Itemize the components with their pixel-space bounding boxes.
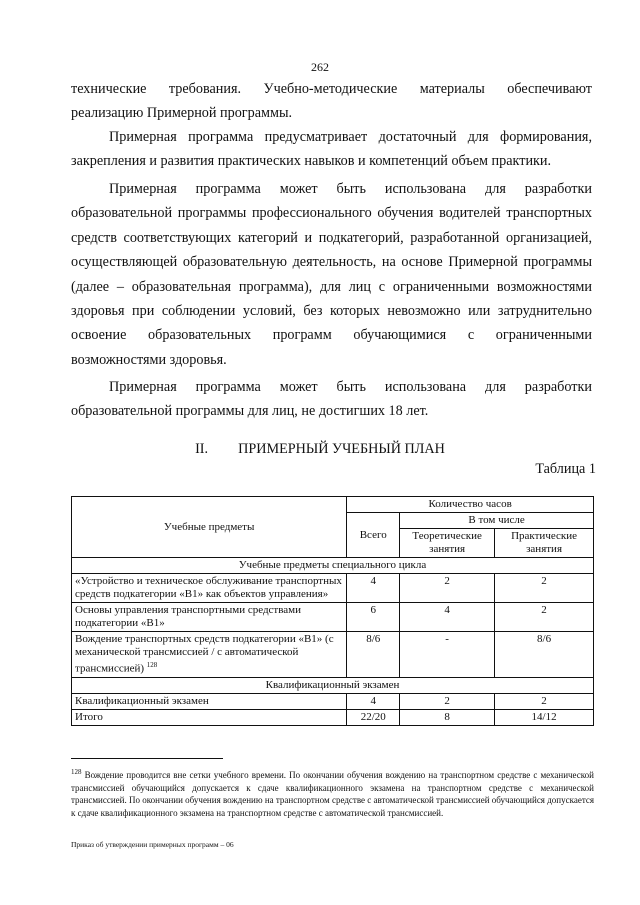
row-total: 4	[347, 693, 400, 709]
table-row	[72, 693, 594, 709]
footnote-number: 128	[71, 768, 82, 776]
footnote-ref: 128	[146, 661, 158, 669]
row-practice: 2	[495, 693, 594, 709]
row-name: Квалификационный экзамен	[72, 693, 347, 709]
table-total-row	[72, 709, 594, 725]
row-practice: 8/6	[495, 632, 594, 678]
row-practice: 2	[495, 603, 594, 632]
row-total: 4	[347, 574, 400, 603]
paragraph-1-text: технические требования. Учебно-методические материалы обеспечивают реализацию Примерной программы.	[71, 81, 592, 122]
header-subjects: Учебные предметы	[72, 497, 347, 558]
paragraph-3	[71, 177, 592, 372]
section-number: II.	[195, 441, 209, 457]
footnote	[71, 766, 594, 819]
section-heading	[0, 441, 640, 458]
paragraph-1	[71, 77, 592, 126]
row-name-cell	[72, 632, 347, 678]
header-theory: Теоретические занятия	[400, 529, 495, 558]
header-hours: Количество часов	[347, 497, 594, 513]
table-group-row	[72, 677, 594, 693]
paragraph-4-text: Примерная программа может быть использована для разработки образовательной программы для лиц, не достигших 18 лет.	[71, 379, 592, 420]
paragraph-4	[71, 375, 592, 424]
footnote-divider	[71, 758, 223, 759]
row-practice: 14/12	[495, 709, 594, 725]
footnote-text: Вождение проводится вне сетки учебного времени. По окончании обучения вождению на транспортном средстве с механической трансмиссией обучающийся допускается к сдаче квалификационного экзамена на транспортном средстве с механической трансмиссией. По окончании обучения вождению на транспортном средстве с автоматической трансмиссией обучающийся допускается к сдаче квалификационного экзамена на транспортном средстве с автоматической трансмиссией.	[71, 770, 594, 818]
header-practice: Практические занятия	[495, 529, 594, 558]
row-theory: 4	[400, 603, 495, 632]
table-group-row	[72, 558, 594, 574]
page-number: 262	[311, 60, 329, 74]
row-name: «Устройство и техническое обслуживание транспортных средств подкатегории «B1» как объектов управления»	[72, 574, 347, 603]
paragraph-3-text: Примерная программа может быть использована для разработки образовательной программы профессионального обучения водителей транспортных средств соответствующих категорий и подкатегорий, разработанной организацией, осуществляющей образовательную деятельность, на основе Примерной программы (далее – образовательная программа), для лиц с ограниченными возможностями здоровья при соблюдении условий, без которых невозможно или затруднительно освоение образовательных программ обучающимися с ограниченными возможностями здоровья.	[71, 181, 592, 368]
curriculum-table	[71, 496, 594, 726]
page-footer: Приказ об утверждении примерных программ – 06	[71, 840, 234, 849]
row-practice: 2	[495, 574, 594, 603]
row-total: 8/6	[347, 632, 400, 678]
row-name: Итого	[72, 709, 347, 725]
table-row	[72, 603, 594, 632]
group-special-cycle: Учебные предметы специального цикла	[72, 558, 594, 574]
table-row	[72, 574, 594, 603]
group-exam: Квалификационный экзамен	[72, 677, 594, 693]
row-name: Основы управления транспортными средствами подкатегории «B1»	[72, 603, 347, 632]
row-theory: 2	[400, 693, 495, 709]
table-label: Таблица 1	[535, 461, 596, 477]
paragraph-2-text: Примерная программа предусматривает достаточный для формирования, закрепления и развития практических навыков и компетенций объем практики.	[71, 129, 592, 170]
row-theory: 8	[400, 709, 495, 725]
paragraph-2	[71, 125, 592, 174]
row-theory: -	[400, 632, 495, 678]
table-header-row	[72, 497, 594, 513]
section-title: ПРИМЕРНЫЙ УЧЕБНЫЙ ПЛАН	[238, 441, 445, 457]
header-total: Всего	[347, 513, 400, 558]
row-total: 6	[347, 603, 400, 632]
row-total: 22/20	[347, 709, 400, 725]
row-name: Вождение транспортных средств подкатегории «B1» (с механической трансмиссией / с автоматической трансмиссией)	[75, 633, 334, 675]
row-theory: 2	[400, 574, 495, 603]
table-row	[72, 632, 594, 678]
header-including: В том числе	[400, 513, 594, 529]
